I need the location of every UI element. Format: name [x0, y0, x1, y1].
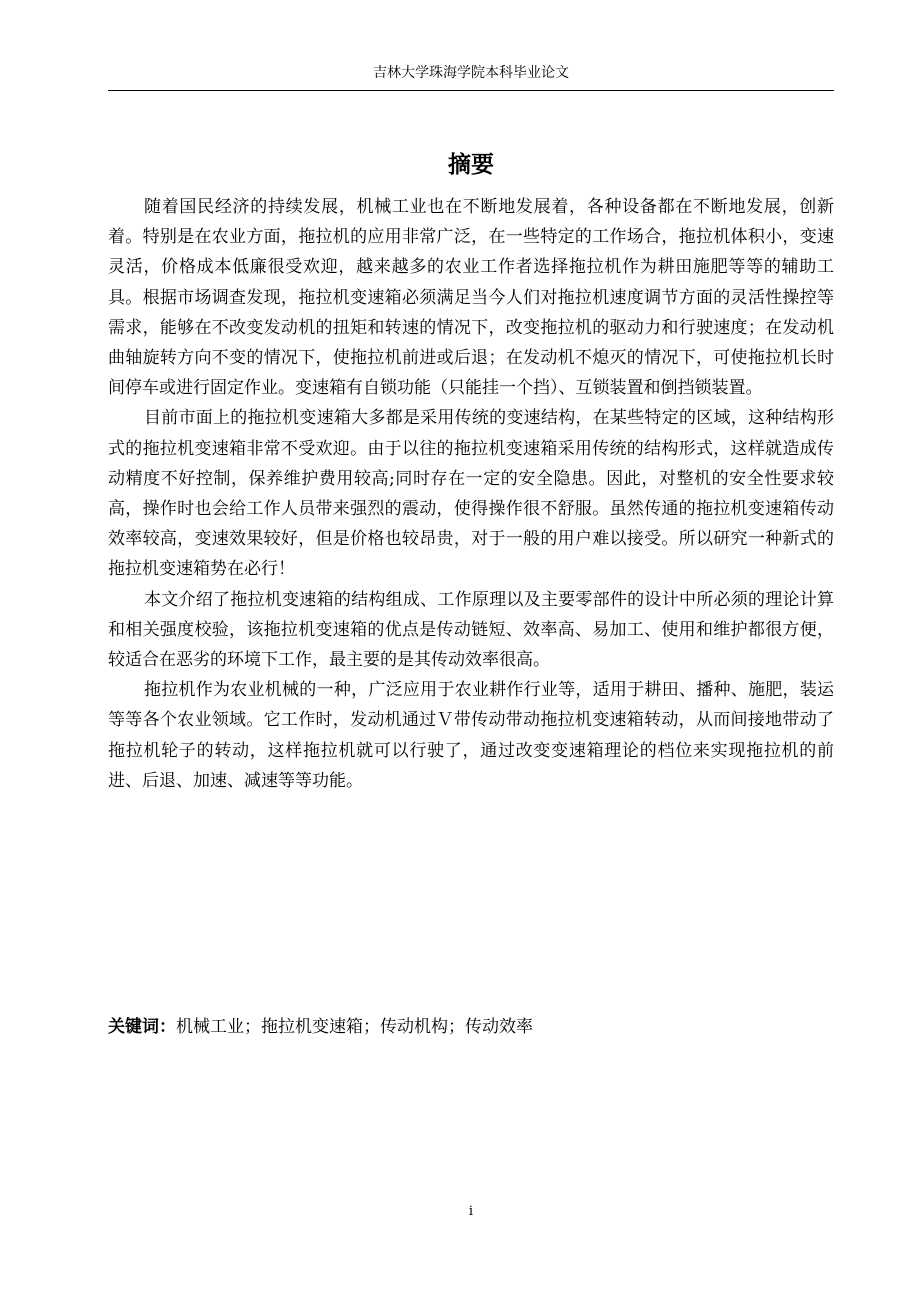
- page-number: i: [468, 1204, 474, 1219]
- keywords-label: 关键词：: [108, 1017, 176, 1037]
- page-title: 摘要: [448, 152, 494, 178]
- keywords-line: [108, 1014, 834, 1040]
- header-divider: [108, 90, 834, 91]
- abstract-paragraph-3: 本文介绍了拖拉机变速箱的结构组成、工作原理以及主要零部件的设计中所必须的理论计算和相关强度校验，该拖拉机变速箱的优点是传动链短、效率高、易加工、使用和维护都很方便，较适合在恶劣的环境下工作，最主要的是其传动效率很高。: [108, 589, 834, 671]
- abstract-paragraph-2: 目前市面上的拖拉机变速箱大多都是采用传统的变速结构，在某些特定的区域，这种结构形式的拖拉机变速箱非常不受欢迎。由于以往的拖拉机变速箱采用传统的结构形式，这样就造成传动精度不好控制，保养维护费用较高;同时存在一定的安全隐患。因此，对整机的安全性要求较高，操作时也会给工作人员带来强烈的震动，使得操作很不舒服。虽然传通的拖拉机变速箱传动效率较高，变速效果较好，但是价格也较昂贵，对于一般的用户难以接受。所以研究一种新式的拖拉机变速箱势在必行！: [108, 408, 834, 580]
- abstract-paragraph-1: 随着国民经济的持续发展，机械工业也在不断地发展着，各种设备都在不断地发展，创新着。特别是在农业方面，拖拉机的应用非常广泛，在一些特定的工作场合，拖拉机体积小，变速灵活，价格成本低廉很受欢迎，越来越多的农业工作者选择拖拉机作为耕田施肥等等的辅助工具。根据市场调查发现，拖拉机变速箱必须满足当今人们对拖拉机速度调节方面的灵活性操控等需求，能够在不改变发动机的扭矩和转速的情况下，改变拖拉机的驱动力和行驶速度；在发动机曲轴旋转方向不变的情况下，使拖拉机前进或后退；在发动机不熄灭的情况下，可使拖拉机长时间停车或进行固定作业。变速箱有自锁功能（只能挂一个挡）、互锁装置和倒挡锁装置。: [108, 197, 834, 399]
- abstract-body: [108, 192, 834, 796]
- keywords-text: 机械工业；拖拉机变速箱；传动机构；传动效率: [176, 1017, 533, 1037]
- abstract-paragraph-4: 拖拉机作为农业机械的一种，广泛应用于农业耕作行业等，适用于耕田、播种、施肥，装运等等各个农业领域。它工作时，发动机通过Ｖ带传动带动拖拉机变速箱转动，从而间接地带动了拖拉机轮子的转动，这样拖拉机就可以行驶了，通过改变变速箱理论的档位来实现拖拉机的前进、后退、加速、减速等等功能。: [108, 680, 834, 791]
- running-header: 吉林大学珠海学院本科毕业论文: [373, 65, 569, 81]
